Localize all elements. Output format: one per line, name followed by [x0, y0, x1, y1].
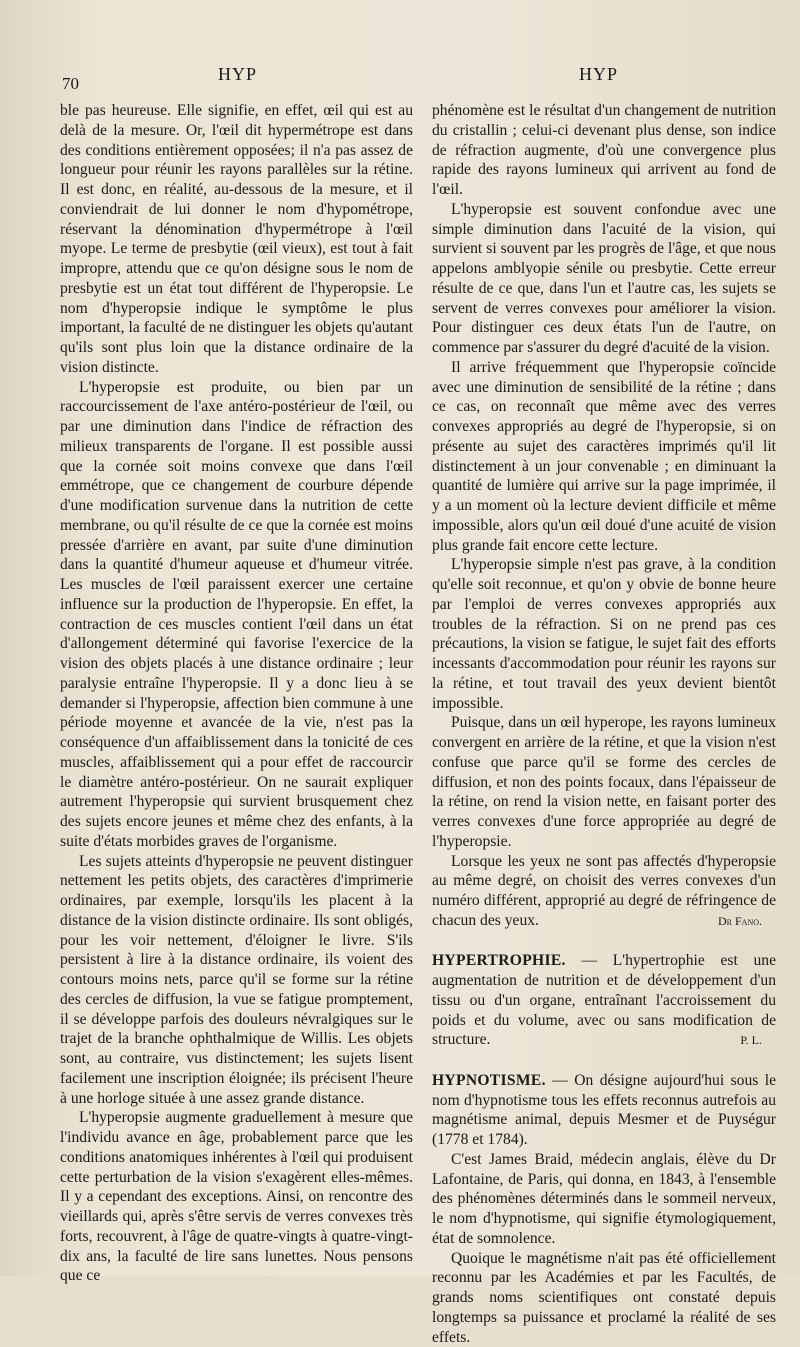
running-head-right: HYP	[579, 64, 618, 85]
right-column	[432, 101, 776, 1347]
entry-hypnotisme	[432, 1071, 776, 1150]
page-header	[0, 60, 800, 90]
paragraph: Puisque, dans un œil hyperope, les rayons lumineux convergent en arrière de la rétine, et que la vision n'est confuse que parce qu'il se forme des cercles de diffusion, et non des points focaux, dans l'épaisseur de la rétine, on rend la vision nette, en faisant porter des verres convexes d'une force appropriée au degré de l'hyperopsie.	[432, 713, 776, 851]
left-column	[60, 101, 413, 1286]
paragraph: L'hyperopsie simple n'est pas grave, à la condition qu'elle soit reconnue, et qu'on y obvie de bonne heure par l'emploi de verres convexes appropriés aux troubles de la réfraction. Si on ne prend pas ces précautions, la vision se fatigue, le sujet fait des efforts incessants d'accommodation pour réunir les rayons sur la rétine, et tout travail des yeux devient bientôt impossible.	[432, 555, 776, 713]
paragraph: L'hyperopsie est produite, ou bien par un raccourcissement de l'axe antéro-postérieur de l'œil, ou par une diminution dans l'indice de réfraction des milieux transparents de l'organe. Il est possible aussi que la cornée soit moins convexe que dans l'œil emmétrope, que ce changement de courbure dépende d'une modification survenue dans la nutrition de cette membrane, ou qu'il résulte de ce que la cornée est moins pressée d'arrière en avant, par suite d'une diminution dans la quantité d'humeur aqueuse et d'humeur vitrée. Les muscles de l'œil paraissent exercer une certaine influence sur la production de l'hyperopsie. En effet, la contraction de ces muscles contient l'œil dans un état d'allongement déterminé qui favorise l'exercice de la vision des objets placés à une distance ordinaire ; leur paralysie entraîne l'hyperopsie. Il y a donc lieu à se demander si l'hyperopsie, affection bien commune à une période moyenne et avancée de la vie, n'est pas la conséquence d'un affaiblissement dans la tonicité de ces muscles, affaiblissement qui a pour effet de raccourcir le diamètre antéro-postérieur. On ne saurait expliquer autrement l'hyperopsie qui survient brusquement chez des sujets encore jeunes et même chez des enfants, à la suite d'états morbides graves de l'organisme.	[60, 378, 413, 852]
paragraph: ble pas heureuse. Elle signifie, en effet, œil qui est au delà de la mesure. Or, l'œil dit hypermétrope est dans des conditions entièrement opposées; il n'a pas assez de longueur pour réunir les rayons parallèles sur la rétine. Il est donc, en réalité, au-dessous de la mesure, et il conviendrait de lui donner le nom d'hypométrope, réservant la dénomination d'hypermétrope à l'œil myope. Le terme de presbytie (œil vieux), est tout à fait impropre, attendu que ce qu'on désigne sous le nom de presbytie est un état tout différent de l'hyperopsie. Le nom d'hyperopsie indique le symptôme le plus important, la faculté de ne distinguer les objets qu'autant qu'ils sont plus loin que la distance ordinaire de la vision distincte.	[60, 101, 413, 378]
page-number: 70	[62, 74, 79, 94]
paragraph: Quoique le magnétisme n'ait pas été officiellement reconnu par les Académies et par les Facultés, de grands noms scientifiques ont constaté depuis longtemps sa puissance et proclamé la réalité de ses effets.	[432, 1249, 776, 1347]
paragraph: Lorsque les yeux ne sont pas affectés d'hyperopsie au même degré, on choisit des verres convexes d'un numéro différent, approprié au degré de réfringence de chacun des yeux.	[432, 852, 776, 931]
author-signature: P. L.	[432, 1031, 776, 1051]
entry-text: — On désigne aujourd'hui sous le nom d'hypnotisme tous les effets reconnus autrefois au magnétisme animal, depuis Mesmer et de Puységur (1778 et 1784).	[432, 1072, 776, 1148]
entry-headword: HYPNOTISME.	[432, 1072, 546, 1089]
paragraph: C'est James Braid, médecin anglais, élève du Dr Lafontaine, de Paris, qui donna, en 1843, à l'ensemble des phénomènes déterminés dans le sommeil nerveux, le nom d'hypnotisme, qui signifie étymologiquement, état de somnolence.	[432, 1150, 776, 1249]
entry-headword: HYPERTROPHIE.	[432, 952, 566, 969]
author-signature: Dr Fano.	[432, 912, 776, 932]
running-head-left: HYP	[218, 64, 257, 85]
paragraph: phénomène est le résultat d'un changement de nutrition du cristallin ; celui-ci devenant plus dense, son indice de réfraction augmente, d'où une convergence plus rapide des rayons lumineux qui arrivent au fond de l'œil.	[432, 101, 776, 200]
entry-text: — L'hypertrophie est une augmentation de nutrition et de développement d'un tissu ou d'un organe, entraînant l'accroissement du poids et du volume, avec ou sans modification de structure.	[432, 952, 776, 1048]
paragraph: L'hyperopsie augmente graduellement à mesure que l'individu avance en âge, probablement parce que les conditions anatomiques inhérentes à l'œil qui produisent cette perturbation de la vision s'exagèrent elles-mêmes. Il y a cependant des exceptions. Ainsi, on rencontre des vieillards qui, après s'être servis de verres convexes très forts, recouvrent, à l'âge de quatre-vingts à quatre-vingt-dix ans, la faculté de lire sans lunettes. Nous pensons que ce	[60, 1108, 413, 1286]
paragraph: L'hyperopsie est souvent confondue avec une simple diminution dans l'acuité de la vision, qui survient si souvent par les progrès de l'âge, et que nous appelons amblyopie sénile ou presbytie. Cette erreur résulte de ce que, dans l'un et l'autre cas, les sujets se servent de verres convexes pour améliorer la vision. Pour distinguer ces deux états l'un de l'autre, on commence par s'assurer du degré d'acuité de la vision.	[432, 200, 776, 358]
paragraph: Les sujets atteints d'hyperopsie ne peuvent distinguer nettement les petits objets, des caractères d'imprimerie ordinaires, par exemple, lorsqu'ils les placent à la distance de la vision distincte ordinaire. Ils sont obligés, pour les voir nettement, d'éloigner le livre. S'ils persistent à lire à la distance ordinaire, ils voient des contours moins nets, parce qu'il se forme sur la rétine des cercles de diffusion, la vue se fatigue promptement, il se développe parfois des douleurs névralgiques sur le trajet de la branche ophthalmique de Willis. Les objets sont, au contraire, vus distinctement; les sujets lisent facilement une inscription éloignée; ils précisent l'heure à une horloge située à une assez grande distance.	[60, 852, 413, 1109]
paragraph: Il arrive fréquemment que l'hyperopsie coïncide avec une diminution de sensibilité de la rétine ; dans ce cas, on reconnaît que même avec des verres convexes appropriés au degré de l'hyperopsie, si on présente au sujet des caractères imprimés qu'il lit distinctement à un jour convenable ; en diminuant la quantité de lumière qui arrive sur la page imprimée, il y a un moment où la lecture devient difficile et même impossible, alors qu'un œil doué d'une acuité de vision plus grande fait encore cette lecture.	[432, 358, 776, 556]
